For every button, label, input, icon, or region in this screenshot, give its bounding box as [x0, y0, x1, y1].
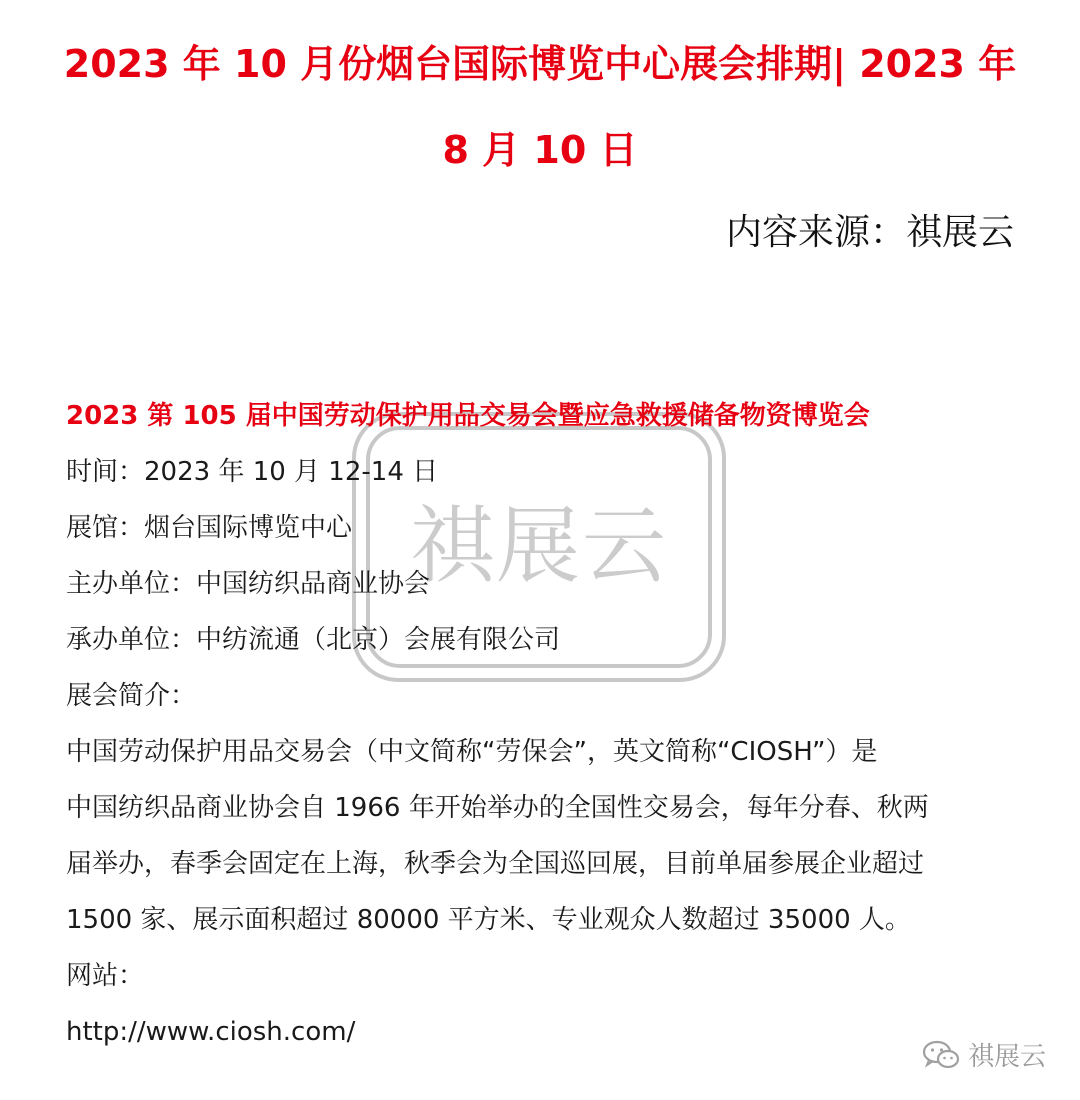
event-intro-line: 中国劳动保护用品交易会（中文简称“劳保会”，英文简称“CIOSH”）是: [66, 737, 878, 767]
page-title-line-1: 2023 年 10 月份烟台国际博览中心展会排期| 2023 年: [63, 42, 1017, 86]
event-details: [66, 388, 1018, 1060]
event-venue: 展馆：烟台国际博览中心: [66, 513, 353, 543]
event-intro-label: 展会简介：: [66, 681, 197, 711]
event-co-organizer: 承办单位：中纺流通（北京）会展有限公司: [66, 625, 561, 655]
page-title-line-2: 8 月 10 日: [442, 128, 638, 172]
event-intro-line: 1500 家、展示面积超过 80000 平方米、专业观众人数超过 35000 人。: [66, 905, 911, 935]
event-title: 2023 第 105 届中国劳动保护用品交易会暨应急救援储备物资博览会: [66, 401, 870, 431]
event-organizer: 主办单位：中国纺织品商业协会: [66, 569, 431, 599]
footer-brand: [922, 1036, 1046, 1073]
website-label: 网站：: [66, 961, 145, 991]
watermark-text: 祺展云: [409, 497, 668, 595]
website-link[interactable]: http://www.ciosh.com/: [66, 1017, 356, 1047]
event-time: 时间：2023 年 10 月 12-14 日: [66, 457, 439, 487]
footer-brand-name: 祺展云: [967, 1042, 1046, 1072]
event-intro-line: 中国纺织品商业协会自 1966 年开始举办的全国性交易会，每年分春、秋两: [66, 793, 929, 823]
event-intro: [66, 724, 1018, 948]
wechat-icon: [922, 1040, 960, 1070]
content-source: 内容来源：祺展云: [725, 212, 1014, 253]
event-intro-line: 届举办，春季会固定在上海，秋季会为全国巡回展，目前单届参展企业超过: [66, 849, 925, 879]
